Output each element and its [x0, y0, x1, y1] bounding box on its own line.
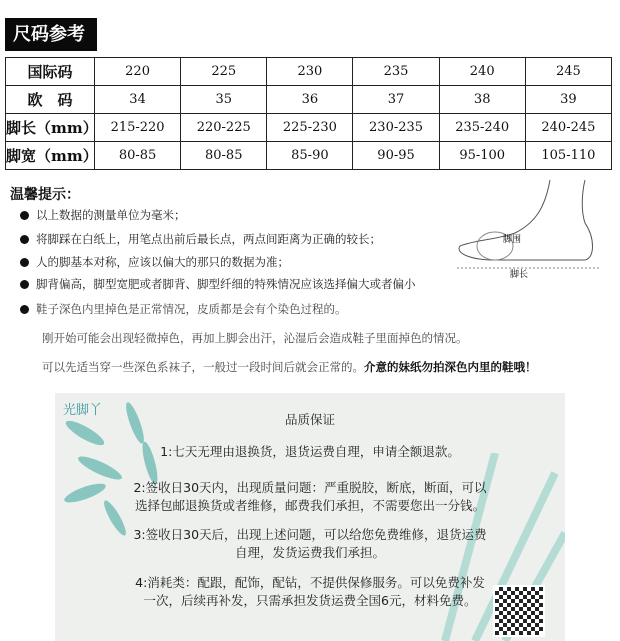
- table-cell: 245: [525, 58, 611, 86]
- tip-text: 脚背偏高，脚型宽肥或者脚背、脚型纤细的特殊情况应该选择偏大或者偏小: [36, 277, 416, 291]
- quality-item: 3:签收日30天后，出现上述问题，可以给您免费维修，退货运费: [133, 527, 487, 542]
- table-cell: 35: [181, 86, 267, 114]
- table-cell: 95-100: [439, 142, 525, 170]
- size-table: [5, 57, 612, 170]
- tip-item: [20, 254, 289, 270]
- table-cell: 39: [525, 86, 611, 114]
- foot-girth-label: 脚围: [503, 235, 522, 245]
- tip-text: 可以先适当穿一些深色系袜子，一般过一段时间后就会正常的。: [42, 360, 364, 374]
- quality-item: 选择包邮退换货或者维修，邮费我们承担，不需要您出一分钱。: [134, 498, 485, 513]
- quality-item: 1:七天无理由退换货，退货运费自理，申请全额退款。: [160, 444, 460, 459]
- row-label: 欧 码: [6, 86, 95, 114]
- tip-bold-text: 介意的妹纸勿拍深色内里的鞋哦！: [364, 360, 537, 374]
- tip-text: 鞋子深色内里掉色是正常情况，皮质都是会有个染色过程的。: [36, 302, 347, 316]
- table-cell: 235: [353, 58, 439, 86]
- table-cell: 36: [267, 86, 353, 114]
- tips-heading: 温馨提示：: [10, 187, 80, 203]
- tip-line: 刚开始可能会出现轻微掉色，再加上脚会出汗，沁湿后会造成鞋子里面掉色的情况。: [42, 331, 468, 345]
- table-cell: 90-95: [353, 142, 439, 170]
- table-cell: 225-230: [267, 114, 353, 142]
- table-cell: 80-85: [95, 142, 181, 170]
- page-title: 尺码参考: [5, 18, 97, 51]
- quality-item: 一次，后续再补发，只需承担发货运费全国6元，材料免费。: [143, 593, 477, 608]
- tip-item: [20, 301, 347, 317]
- quality-heading: 品质保证: [284, 412, 335, 427]
- table-row: [6, 142, 612, 170]
- tip-item: [20, 207, 186, 223]
- tip-text: 将脚踩在白纸上，用笔点出前后最长点，两点间距离为正确的较长；: [36, 232, 381, 246]
- table-cell: 37: [353, 86, 439, 114]
- table-cell: 230-235: [353, 114, 439, 142]
- table-cell: 38: [439, 86, 525, 114]
- foot-length-label: 脚长: [510, 270, 529, 280]
- table-cell: 220-225: [181, 114, 267, 142]
- tip-item: [20, 276, 416, 292]
- table-cell: 225: [181, 58, 267, 86]
- tip-text: 人的脚基本对称，应该以偏大的那只的数据为准；: [36, 255, 289, 269]
- table-cell: 240: [439, 58, 525, 86]
- table-row: [6, 58, 612, 86]
- row-label: 脚宽（mm）: [6, 142, 95, 170]
- table-cell: 230: [267, 58, 353, 86]
- quality-item: 4:消耗类：配跟，配饰，配钻，不提供保修服务。可以免费补发: [135, 575, 485, 590]
- table-cell: 85-90: [267, 142, 353, 170]
- table-row: [6, 114, 612, 142]
- row-label: 脚长（mm）: [6, 114, 95, 142]
- tip-line: [42, 359, 537, 375]
- quality-item: 自理，发货运费我们承担。: [234, 545, 385, 560]
- table-row: [6, 86, 612, 114]
- table-cell: 220: [95, 58, 181, 86]
- table-cell: 215-220: [95, 114, 181, 142]
- tip-item: [20, 231, 381, 247]
- tip-text: 以上数据的测量单位为毫米；: [36, 208, 186, 222]
- quality-item: 2:签收日30天内，出现质量问题：严重脱胶，断底，断面，可以: [133, 480, 487, 495]
- table-cell: 105-110: [525, 142, 611, 170]
- brand-logo: 光脚丫: [63, 403, 103, 418]
- row-label: 国际码: [6, 58, 95, 86]
- table-cell: 235-240: [439, 114, 525, 142]
- table-cell: 34: [95, 86, 181, 114]
- qr-code[interactable]: [493, 585, 545, 637]
- foot-illustration: [455, 178, 600, 283]
- table-cell: 240-245: [525, 114, 611, 142]
- table-cell: 80-85: [181, 142, 267, 170]
- quality-guarantee-panel: [55, 393, 565, 641]
